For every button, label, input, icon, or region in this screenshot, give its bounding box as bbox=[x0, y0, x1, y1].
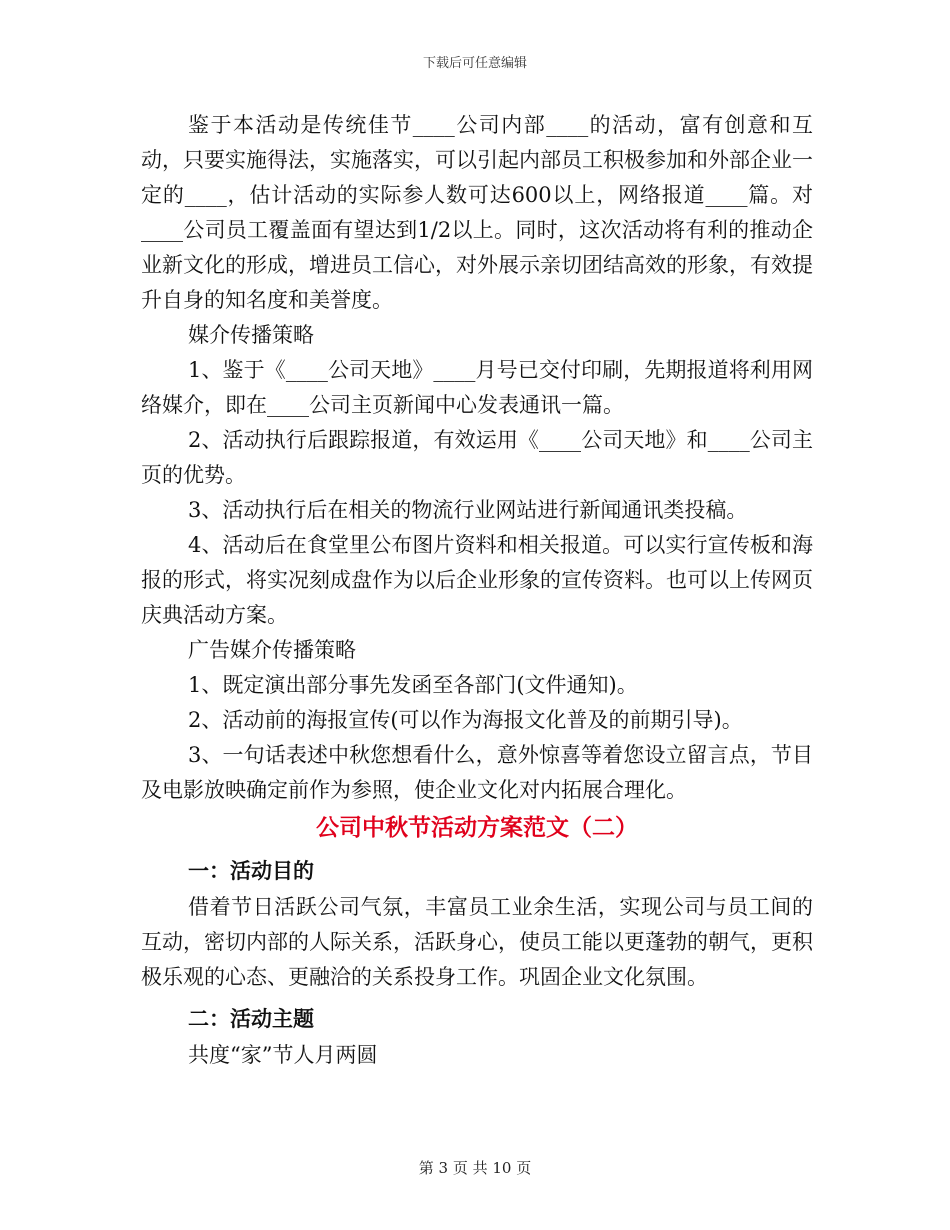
purpose-paragraph: 借着节日活跃公司气氛，丰富员工业余生活，实现公司与员工间的互动，密切内部的人际关系，活跃身心，使员工能以更蓬勃的朝气，更积极乐观的心态、更融洽的关系投身工作。巩固企业文化氛围。 bbox=[141, 895, 813, 989]
media-item-3: 3、活动执行后在相关的物流行业网站进行新闻通讯类投稿。 bbox=[188, 498, 748, 522]
media-item-1: 1、鉴于《____公司天地》____月号已交付印刷，先期报道将利用网络媒介，即在____公司主页新闻中心发表通讯一篇。 bbox=[141, 358, 813, 417]
ad-item-2: 2、活动前的海报宣传(可以作为海报文化普及的前期引导)。 bbox=[188, 708, 743, 732]
media-item-2: 2、活动执行后跟踪报道，有效运用《____公司天地》和____公司主页的优势。 bbox=[141, 428, 813, 487]
ad-strategy-heading: 广告媒介传播策略 bbox=[188, 638, 356, 662]
ad-item-1: 1、既定演出部分事先发函至各部门(文件通知)。 bbox=[188, 673, 638, 697]
page-header-note: 下载后可任意编辑 bbox=[422, 56, 527, 71]
page-number: 第 3 页 共 10 页 bbox=[418, 1159, 532, 1177]
theme-paragraph: 共度“家”节人月两圆 bbox=[188, 1043, 378, 1067]
media-strategy-heading: 媒介传播策略 bbox=[188, 323, 314, 347]
ad-item-3: 3、一句话表述中秋您想看什么，意外惊喜等着您设立留言点，节目及电影放映确定前作为参照，使企业文化对内拓展合理化。 bbox=[141, 743, 813, 802]
theme-heading: 二：活动主题 bbox=[188, 1006, 314, 1031]
purpose-heading: 一：活动目的 bbox=[188, 858, 314, 883]
media-item-4: 4、活动后在食堂里公布图片资料和相关报道。可以实行宣传板和海报的形式，将实况刻成盘作为以后企业形象的宣传资料。也可以上传网页庆典活动方案。 bbox=[141, 533, 813, 627]
intro-paragraph: 鉴于本活动是传统佳节____公司内部____的活动，富有创意和互动，只要实施得法，实施落实，可以引起内部员工积极参加和外部企业一定的____，估计活动的实际参人数可达600以上，网络报道____篇。对____公司员工覆盖面有望达到1/2以上。同时，这次活动将有利的推动企业新文化的形成，增进员工信心，对外展示亲切团结高效的形象，有效提升自身的知名度和美誉度。 bbox=[141, 113, 813, 312]
document-body bbox=[141, 108, 813, 1073]
section-title: 公司中秋节活动方案范文（二） bbox=[316, 814, 638, 841]
